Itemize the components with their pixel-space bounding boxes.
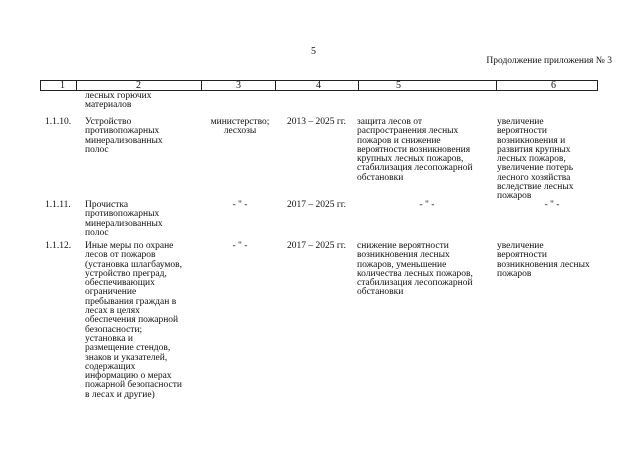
row-activity: Иные меры по охране лесов от пожаров (установка шлагбаумов, устройство преград, обеспечивающих ограничение пребывания граждан в лесах в целях обеспечения пожарной безопасности; установка и размещение стендов, знаков и указателей, содержащих информацию о мерах пожарной безопасности в лесах и другие) [85, 241, 182, 400]
row-executor: министерство; лесхозы [210, 117, 270, 137]
row-executor: - " - [232, 241, 248, 251]
header-divider [201, 81, 202, 90]
row-purpose: - " - [419, 200, 435, 210]
row-period: 2017 – 2025 гг. [287, 200, 346, 210]
header-divider [496, 81, 497, 90]
row-executor: - " - [232, 200, 248, 210]
header-col-6: 6 [551, 80, 556, 91]
header-col-2: 2 [136, 80, 141, 91]
row-consequence: - " - [544, 200, 560, 210]
row-activity: Устройство противопожарных минерализованных полос [85, 117, 163, 155]
header-divider [76, 81, 77, 90]
row-consequence: увеличение вероятности возникновения лесных пожаров [497, 241, 590, 279]
header-col-5: 5 [396, 80, 401, 91]
header-col-4: 4 [316, 80, 321, 91]
header-divider [275, 81, 276, 90]
continued-activity-text: лесных горючих материалов [85, 91, 152, 111]
table-header-row [40, 80, 598, 91]
row-purpose: защита лесов от распространения лесных пожаров и снижение вероятности возникновения крупных лесных пожаров, стабилизация лесопожарной обстановки [357, 117, 473, 183]
row-consequence: увеличение вероятности возникновения и развития крупных лесных пожаров, увеличение потерь лесного хозяйства вследствие лесных пожаров [497, 117, 574, 202]
page-number: 5 [311, 46, 316, 57]
row-purpose: снижение вероятности возникновения лесных пожаров, уменьшение количества лесных пожаров, стабилизация лесопожарной обстановки [357, 241, 473, 298]
header-divider [358, 81, 359, 90]
row-period: 2013 – 2025 гг. [287, 117, 346, 127]
row-activity: Прочистка противопожарных минерализованных полос [85, 200, 163, 238]
row-number: 1.1.11. [45, 200, 71, 210]
row-number: 1.1.10. [45, 117, 72, 127]
row-number: 1.1.12. [45, 241, 72, 251]
header-col-3: 3 [236, 80, 241, 91]
appendix-caption: Продолжение приложения № 3 [486, 56, 612, 66]
row-period: 2017 – 2025 гг. [287, 241, 346, 251]
header-col-1: 1 [60, 80, 65, 91]
